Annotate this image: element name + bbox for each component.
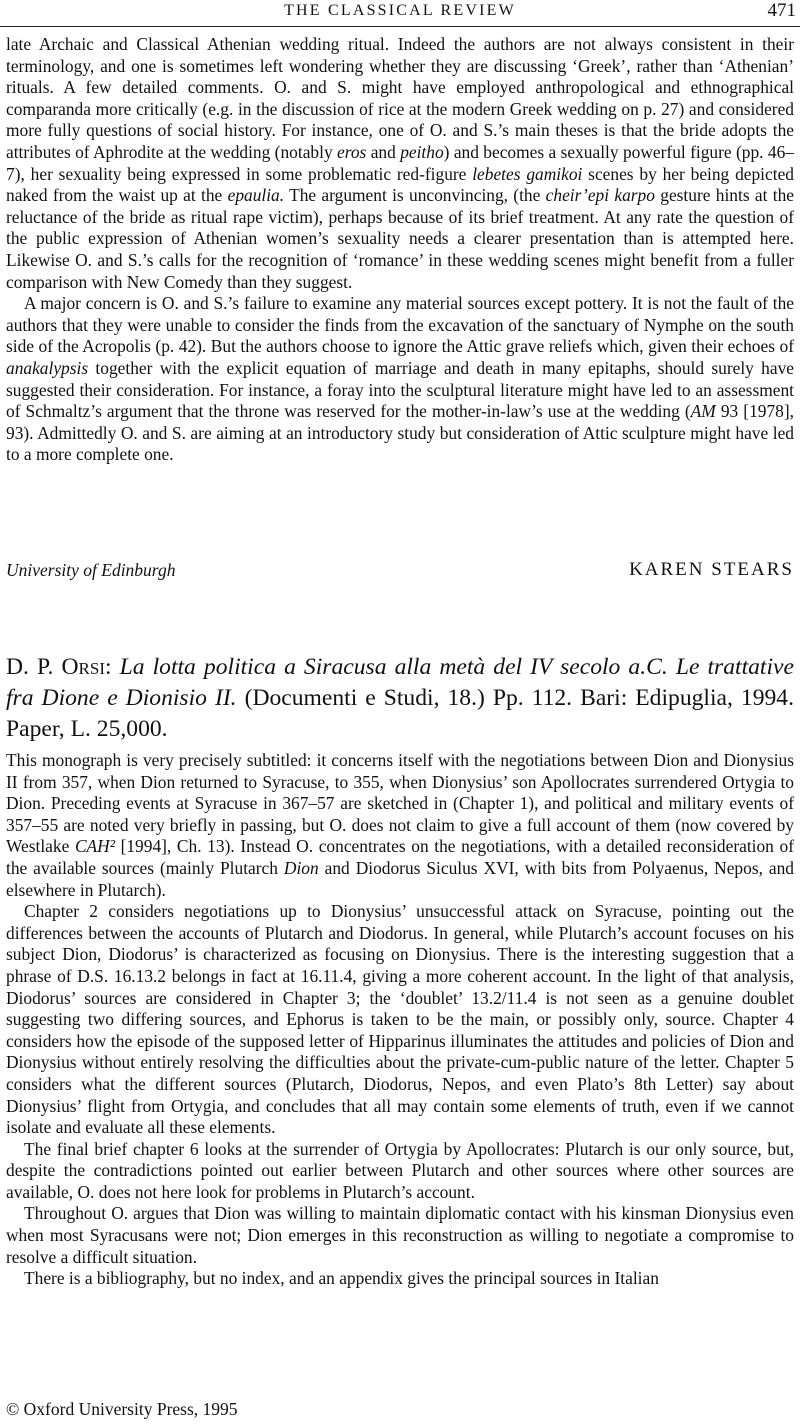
text-run: The final brief chapter 6 looks at the surrender of Ortygia by Apollocrates: Plutarch is our only source, but, despite the contradictions pointed out earlier between Plutarch and other sources where other sources are available, O. does not here look for problems in Plutarch’s account.	[6, 1138, 794, 1202]
text-run: late Archaic and Classical Athenian wedding ritual. Indeed the authors are not always consistent in their terminology, and one is sometimes left wondering whether they are discussing ‘Greek’, rather than ‘Athenian’ rituals. A few detailed comments. O. and S. might have employed anthropological and ethnographical comparanda more critically (e.g. in the discussion of rice at the modern Greek wedding on p. 27) and considered more fully questions of social history. For instance, one of O. and S.’s main theses is that the bride adopts the attributes of Aphrodite at the wedding (notably	[6, 34, 794, 162]
header-rule	[0, 26, 800, 27]
review-1-paragraph-2	[6, 293, 794, 466]
text-run: (Documenti e Studi, 18.) Pp. 112. Bari: Edipuglia, 1994. Paper, L. 25,000.	[6, 685, 794, 742]
running-head	[0, 0, 800, 22]
text-run: D. P.	[6, 654, 62, 680]
text-run: Chapter 2 considers negotiations up to Dionysius’ unsuccessful attack on Syracuse, pointing out the differences between the accounts of Plutarch and Diodorus. In general, while Plutarch’s account focuses on his subject Dion, Diodorus’ is characterized as focusing on Dionysius. There is the interesting suggestion that a phrase of D.S. 16.13.2 belongs in fact at 16.11.4, giving a more coherent account. In the light of that analysis, Diodorus’ sources are considered in Chapter 3; the ‘doublet’ 13.2/11.4 is not seen as a genuine doublet suggesting two differing sources, and Ephorus is taken to be the main, or possibly only, source. Chapter 4 considers how the episode of the supposed letter of Hipparinus illuminates the attitudes and policies of Dion and Dionysius without entirely resolving the difficulties about the private-cum-public nature of the letter. Chapter 5 considers what the different sources (Plutarch, Diodorus, Nepos, and even Plato’s 8th Letter) say about Dionysius’ flight from Ortygia, and concludes that all may contain some elements of truth, even if we cannot isolate and evaluate all these elements.	[6, 901, 794, 1138]
italic-run: anakalypsis	[6, 357, 89, 378]
author-surname: Orsi	[61, 654, 105, 680]
review-2-body	[6, 750, 794, 1290]
review-1-body	[6, 34, 794, 466]
review-2-paragraph-4	[6, 1203, 794, 1268]
text-run: gesture hints at the reluctance of the bride as ritual rape victim), perhaps because of its brief treatment. At any rate the question of the public expression of Athenian women’s sexuality needs a clearer presentation than is attempted here. Likewise O. and S.’s calls for the recognition of ‘romance’ in these wedding scenes might benefit from a fuller comparison with New Comedy than they suggest.	[6, 185, 794, 292]
italic-run: peitho	[400, 141, 444, 162]
text-run: :	[104, 654, 120, 680]
journal-title: THE CLASSICAL REVIEW	[284, 2, 516, 19]
text-run: Throughout O. argues that Dion was willing to maintain diplomatic contact with his kinsman Dionysius even when most Syracusans were not; Dion emerges in this reconstruction as willing to negotiate a compromise to resolve a difficult situation.	[6, 1203, 794, 1267]
review-2-paragraph-3	[6, 1139, 794, 1204]
italic-run: lebetes gamikoi	[472, 163, 583, 184]
page-number: 471	[767, 0, 796, 21]
italic-run: epaulia.	[227, 185, 285, 206]
text-run: and Diodorus Siculus XVI, with bits from Polyaenus, Nepos, and elsewhere in Plutarch).	[6, 857, 794, 900]
italic-run: Dion	[283, 857, 319, 878]
review-2-heading	[6, 652, 794, 745]
text-run: There is a bibliography, but no index, and an appendix gives the principal sources in Italian	[24, 1268, 659, 1289]
text-run: ) and becomes a sexually powerful figure (pp. 46–7), her sexuality being expressed in some problematic red-figure	[6, 141, 794, 184]
review-2-paragraph-5	[6, 1268, 794, 1290]
italic-run: CAH²	[74, 836, 115, 857]
reviewer-name: KAREN STEARS	[629, 559, 794, 580]
italic-run: La lotta politica a Siracusa alla metà del IV secolo a.C. Le trattative fra Dione e Dionisio II.	[6, 654, 794, 711]
italic-run: cheir’epi karpo	[545, 185, 655, 206]
text-run: and	[366, 141, 401, 162]
text-run: A major concern is O. and S.’s failure to examine any material sources except pottery. It is not the fault of the authors that they were unable to consider the finds from the excavation of the sanctuary of Nymphe on the south side of the Acropolis (p. 42). But the authors choose to ignore the Attic grave reliefs which, given their echoes of	[6, 293, 794, 357]
review-2-paragraph-2	[6, 901, 794, 1139]
reviewer-affiliation: University of Edinburgh	[6, 560, 176, 580]
text-run: 93 [1978], 93). Admittedly O. and S. are aiming at an introductory study but consideration of Attic sculpture might have led to a more complete one.	[6, 401, 794, 465]
italic-run: AM	[690, 401, 716, 422]
text-run: together with the explicit equation of marriage and death in many epitaphs, should surely have suggested their consideration. For instance, a foray into the sculptural literature might have led to an assessment of Schmaltz’s argument that the throne was reserved for the mother-in-law’s use at the wedding (	[6, 357, 794, 422]
text-run: The argument is unconvincing, (the	[284, 185, 546, 206]
review-1-signoff	[6, 560, 794, 584]
text-run: scenes by her being depicted naked from the waist up at the	[6, 163, 794, 206]
review-2-paragraph-1	[6, 750, 794, 901]
text-run: [1994], Ch. 13). Instead O. concentrates on the negotiations, with a detailed reconsideration of the available sources (mainly Plutarch	[6, 836, 794, 878]
copyright-notice: © Oxford University Press, 1995	[6, 1399, 238, 1419]
review-1-paragraph-1	[6, 34, 794, 293]
italic-run: eros	[337, 141, 367, 162]
text-run: This monograph is very precisely subtitled: it concerns itself with the negotiations between Dion and Dionysius II from 357, when Dion returned to Syracuse, to 355, when Dionysius’ son Apollocrates surrendered Ortygia to Dion. Preceding events at Syracuse in 367–57 are sketched in (Chapter 1), and political and military events of 357–55 are noted very briefly in passing, but O. does not claim to give a full account of them (now covered by Westlake	[6, 750, 794, 857]
